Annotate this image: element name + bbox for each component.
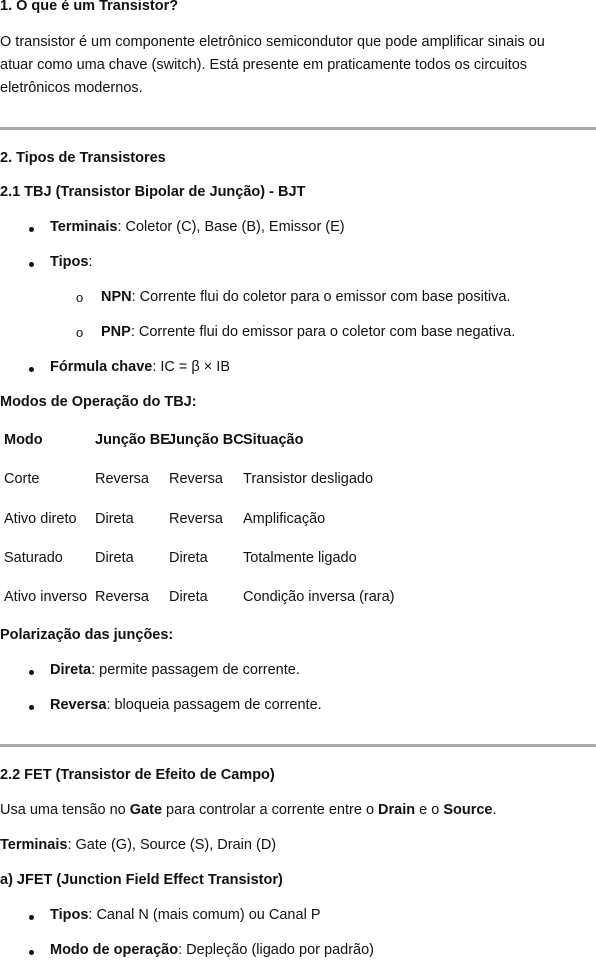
table-cell: Reversa — [169, 511, 223, 527]
sub-bullet: o — [76, 325, 84, 340]
table-cell: Direta — [169, 550, 208, 566]
fet-intro: Usa uma tensão no Gate para controlar a corrente entre o Drain e o Source. — [0, 802, 497, 818]
bullet — [29, 262, 34, 267]
npn-item: NPN: Corrente flui do coletor para o emissor com base positiva. — [101, 289, 511, 305]
section-2-title: 2. Tipos de Transistores — [0, 150, 166, 166]
table-cell: Condição inversa (rara) — [243, 589, 395, 605]
bullet — [29, 915, 34, 920]
fet-title: 2.2 FET (Transistor de Efeito de Campo) — [0, 767, 275, 783]
reversa-item: Reversa: bloqueia passagem de corrente. — [50, 697, 322, 713]
paragraph-line-3: eletrônicos modernos. — [0, 80, 143, 96]
bullet — [29, 367, 34, 372]
polarizacao-title: Polarização das junções: — [0, 627, 174, 643]
table-header-bc: Junção BC — [168, 432, 244, 448]
table-cell: Reversa — [95, 471, 149, 487]
table-cell: Reversa — [169, 471, 223, 487]
bullet — [29, 227, 34, 232]
table-cell: Corte — [4, 471, 40, 487]
bullet — [29, 705, 34, 710]
table-cell: Transistor desligado — [243, 471, 374, 487]
paragraph-line-1: O transistor é um componente eletrônico semicondutor que pode amplificar sinais ou — [0, 34, 545, 50]
formula-item: Fórmula chave: IC = β × IB — [50, 359, 230, 375]
jfet-modo: Modo de operação: Depleção (ligado por padrão) — [50, 942, 374, 958]
table-cell: Direta — [95, 550, 134, 566]
paragraph-line-2: atuar como uma chave (switch). Está presente em praticamente todos os circuitos — [0, 57, 528, 73]
table-cell: Reversa — [95, 589, 149, 605]
table-cell: Totalmente ligado — [243, 550, 357, 566]
table-cell: Amplificação — [243, 511, 326, 527]
table-cell: Ativo direto — [4, 511, 77, 527]
divider — [0, 744, 596, 747]
table-header-situacao: Situação — [243, 432, 304, 448]
divider — [0, 127, 596, 130]
bullet — [29, 670, 34, 675]
bjt-title: 2.1 TBJ (Transistor Bipolar de Junção) - BJT — [0, 184, 306, 200]
direta-item: Direta: permite passagem de corrente. — [50, 662, 300, 678]
table-header-be: Junção BE — [95, 432, 170, 448]
section-1-title: 1. O que é um Transistor? — [0, 0, 179, 14]
table-cell: Direta — [95, 511, 134, 527]
bullet — [29, 950, 34, 955]
table-cell: Direta — [169, 589, 208, 605]
bjt-tipos: Tipos: — [50, 254, 93, 270]
sub-bullet: o — [76, 290, 84, 305]
table-cell: Ativo inverso — [4, 589, 88, 605]
pnp-item: PNP: Corrente flui do emissor para o coletor com base negativa. — [101, 324, 516, 340]
bjt-terminais: Terminais: Coletor (C), Base (B), Emissor (E) — [50, 219, 345, 235]
modos-title: Modos de Operação do TBJ: — [0, 394, 197, 410]
jfet-tipos: Tipos: Canal N (mais comum) ou Canal P — [50, 907, 321, 923]
table-cell: Saturado — [4, 550, 63, 566]
table-header-modo: Modo — [4, 432, 43, 448]
fet-terminais: Terminais: Gate (G), Source (S), Drain (D) — [0, 837, 277, 853]
jfet-title: a) JFET (Junction Field Effect Transistor) — [0, 872, 283, 888]
